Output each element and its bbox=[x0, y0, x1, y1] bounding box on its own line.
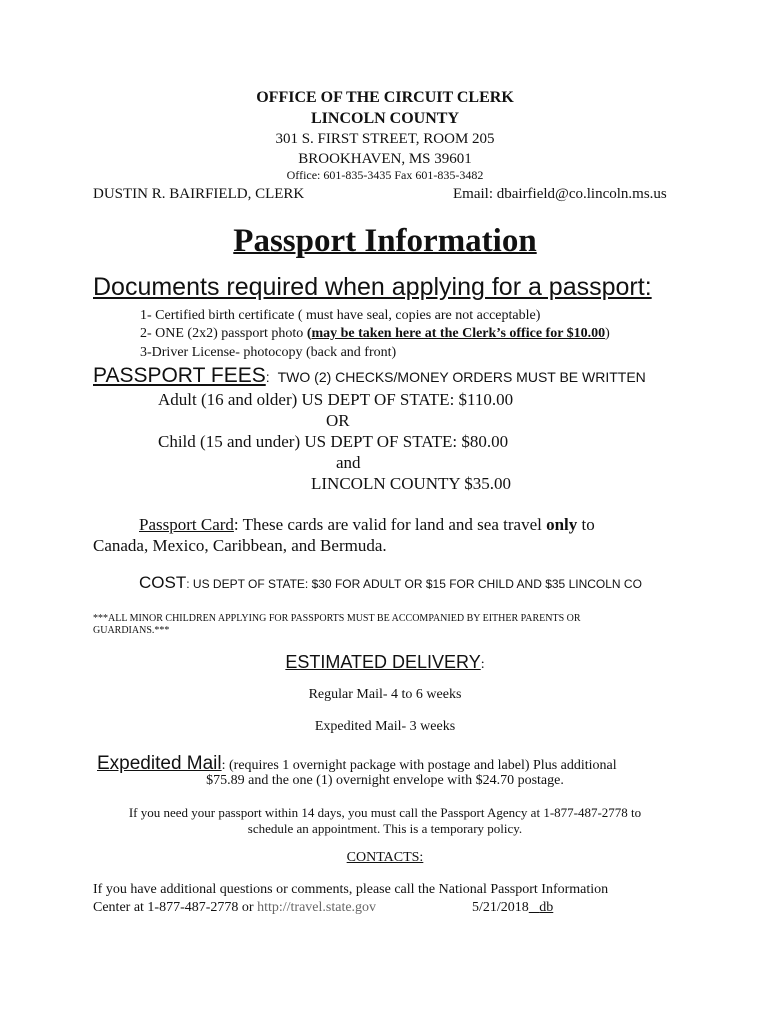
contacts-line2 bbox=[93, 900, 376, 916]
fees-row bbox=[93, 364, 646, 388]
clerk-initials: db bbox=[539, 900, 554, 915]
documents-heading: Documents required when applying for a passport: bbox=[93, 273, 652, 301]
fee-or: OR bbox=[326, 411, 350, 430]
clerk-name: DUSTIN R. BAIRFIELD, CLERK bbox=[93, 186, 305, 202]
document-item-birth-certificate: 1- Certified birth certificate ( must have seal, copies are not acceptable) bbox=[140, 308, 541, 323]
city-address: BROOKHAVEN, MS 39601 bbox=[298, 151, 472, 167]
minor-children-warning: ***ALL MINOR CHILDREN APPLYING FOR PASSPORTS MUST BE ACCOMPANIED BY EITHER PARENTS OR GUARDIANS.*** bbox=[93, 613, 581, 636]
fee-adult: Adult (16 and older) US DEPT OF STATE: $110.00 bbox=[158, 390, 514, 409]
clerk-email: Email: dbairfield@co.lincoln.ms.us bbox=[453, 186, 667, 202]
expedited-heading: Expedited Mail bbox=[97, 753, 222, 774]
fee-child: Child (15 and under) US DEPT OF STATE: $80.00 bbox=[158, 432, 509, 451]
card-cost-line bbox=[139, 573, 642, 593]
passport-card-label: Passport Card bbox=[139, 515, 234, 534]
contacts-center-text: Center at 1-877-487-2778 or bbox=[93, 900, 258, 915]
agency-note-line1: If you need your passport within 14 days, you must call the Passport Agency at 1-877-487-2778 to bbox=[128, 805, 642, 820]
expedited-text: : (requires 1 overnight package with postage and label) Plus additional bbox=[221, 758, 617, 773]
passport-card-destinations: Canada, Mexico, Caribbean, and Bermuda. bbox=[93, 536, 387, 555]
passport-card-text: : These cards are valid for land and sea travel bbox=[233, 515, 547, 534]
delivery-heading: ESTIMATED DELIVERY bbox=[285, 652, 481, 672]
document-item-license: 3-Driver License- photocopy (back and front) bbox=[140, 345, 397, 360]
fees-heading: PASSPORT FEES bbox=[93, 364, 266, 387]
document-item-photo bbox=[140, 326, 610, 342]
office-title: OFFICE OF THE CIRCUIT CLERK bbox=[256, 89, 514, 106]
fees-colon: : bbox=[265, 369, 270, 385]
photo-paren-open: ( bbox=[306, 326, 312, 341]
photo-item-text: 2- ONE (2x2) passport photo bbox=[140, 326, 307, 341]
passport-card-to: to bbox=[577, 515, 595, 534]
initials-pad bbox=[529, 900, 540, 915]
delivery-expedited: Expedited Mail- 3 weeks bbox=[314, 719, 456, 734]
page-title: Passport Information bbox=[233, 223, 537, 259]
document-date: 5/21/2018 bbox=[472, 900, 529, 915]
expedited-fees: $75.89 and the one (1) overnight envelope with $24.70 postage. bbox=[206, 773, 564, 788]
delivery-heading-row bbox=[0, 652, 770, 673]
cost-text: : US DEPT OF STATE: $30 FOR ADULT OR $15 FOR CHILD AND $35 LINCOLN CO bbox=[186, 577, 642, 591]
delivery-colon: : bbox=[480, 657, 485, 672]
photo-clerk-note: may be taken here at the Clerk’s office for $10.00 bbox=[311, 326, 606, 341]
cost-label: COST bbox=[139, 573, 187, 592]
photo-paren-close: ) bbox=[605, 326, 610, 341]
contacts-line1: If you have additional questions or comments, please call the National Passport Information bbox=[93, 882, 609, 897]
agency-note-line2: schedule an appointment. This is a temporary policy. bbox=[247, 821, 523, 836]
signature-date-row bbox=[472, 900, 553, 916]
fees-note: TWO (2) CHECKS/MONEY ORDERS MUST BE WRITTEN bbox=[277, 369, 646, 385]
passport-card-line bbox=[139, 515, 595, 535]
fee-county: LINCOLN COUNTY $35.00 bbox=[311, 474, 512, 493]
contacts-heading: CONTACTS: bbox=[346, 850, 424, 865]
county-title: LINCOLN COUNTY bbox=[310, 110, 459, 127]
passport-card-only: only bbox=[546, 515, 578, 534]
delivery-regular: Regular Mail- 4 to 6 weeks bbox=[308, 687, 462, 702]
expedited-mail-line bbox=[97, 753, 617, 775]
street-address: 301 S. FIRST STREET, ROOM 205 bbox=[275, 131, 495, 147]
fee-and: and bbox=[336, 453, 361, 472]
travel-state-link[interactable]: http://travel.state.gov bbox=[257, 900, 377, 915]
phone-fax: Office: 601-835-3435 Fax 601-835-3482 bbox=[286, 168, 484, 182]
